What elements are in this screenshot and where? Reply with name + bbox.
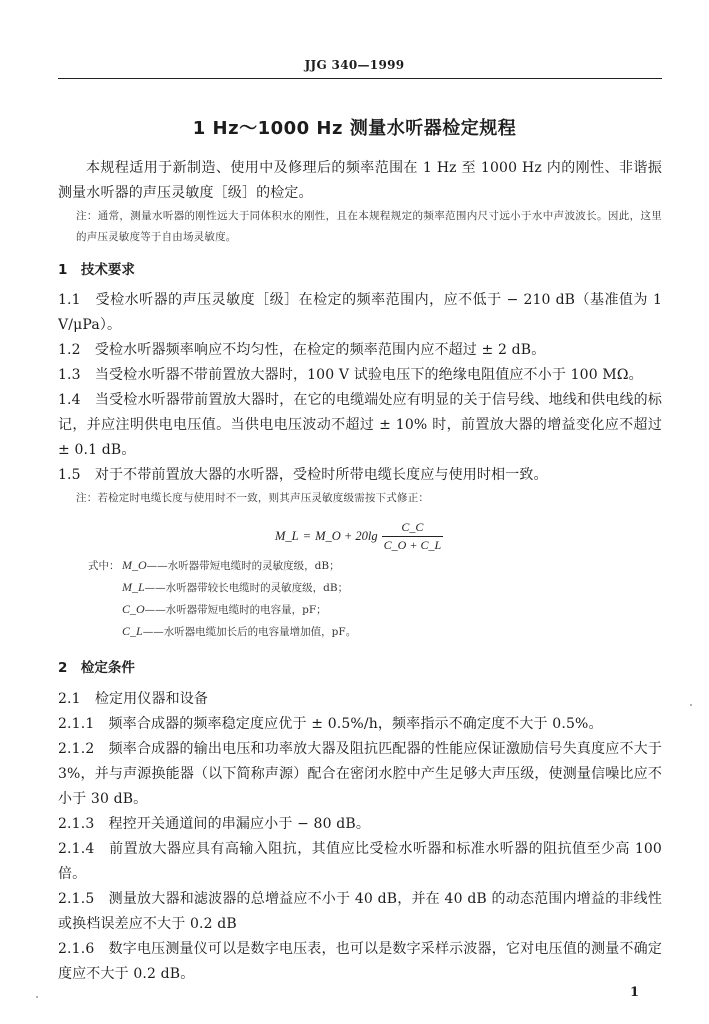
formula-denominator: C_O + C_L	[383, 537, 442, 552]
symbol-desc: ——水听器带短电缆时的灵敏度级，dB；	[146, 560, 340, 572]
clause-1-5: 1.5 对于不带前置放大器的水听器，受检时所带电缆长度应与使用时相一致。	[58, 467, 548, 483]
intro-paragraph: 本规程适用于新制造、使用中及修理后的频率范围在 1 Hz 至 1000 Hz 内的刚性、非谐振测量水听器的声压灵敏度［级］的检定。	[58, 160, 662, 201]
clause-2-1-5: 2.1.5 测量放大器和滤波器的总增益应不小于 40 dB，并在 40 dB 的动态范围内增益的非线性或换档误差应不大于 0.2 dB	[58, 891, 662, 932]
clause-1-4: 1.4 当受检水听器带前置放大器时，在它的电缆端处应有明显的关于信号线、地线和供电线的标记，并应注明供电电压值。当供电电压波动不超过 ± 10% 时，前置放大器的增益变化应不超过 ± 0.1 dB。	[58, 392, 662, 458]
section-1-items	[58, 288, 662, 509]
symbol-row	[88, 555, 648, 577]
clause-2-1-4: 2.1.4 前置放大器应具有高输入阻抗，其值应比受检水听器和标准水听器的阻抗值至少高 100 倍。	[58, 841, 662, 882]
symbol: M_O	[122, 558, 147, 572]
fraction-bar	[382, 536, 443, 537]
cable-note: 注：若检定时电缆长度与使用时不一致，则其声压灵敏度级需按下式修正：	[76, 492, 430, 504]
section-heading: 1 技术要求	[58, 262, 135, 278]
intro-block	[58, 156, 662, 248]
symbol: C_L	[122, 624, 143, 638]
clause-1-3: 1.3 当受检水听器不带前置放大器时，100 V 试验电压下的绝缘电阻值应不小于 100 MΩ。	[58, 367, 643, 383]
symbol-desc: ——水听器带短电缆时的电容量，pF；	[144, 604, 327, 616]
clause-1-2: 1.2 受检水听器频率响应不均匀性，在检定的频率范围内应不超过 ± 2 dB。	[58, 342, 546, 358]
symbol: M_L	[122, 580, 145, 594]
symbol-definitions	[88, 555, 648, 643]
symbol-row	[88, 621, 648, 643]
clause-2-1-6: 2.1.6 数字电压测量仪可以是数字电压表，也可以是数字采样示波器，它对电压值的测量不确定度应不大于 0.2 dB。	[58, 941, 662, 982]
formula-numerator: C_C	[401, 519, 424, 534]
page-title: 1 Hz～1000 Hz 测量水听器检定规程	[192, 118, 517, 139]
section-2	[58, 656, 662, 681]
section-1	[58, 258, 662, 283]
section-2-items	[58, 687, 662, 987]
page-number: 1	[630, 985, 640, 1000]
clause-1-1: 1.1 受检水听器的声压灵敏度［级］在检定的频率范围内，应不低于 − 210 dB（基准值为 1 V/μPa）。	[58, 292, 662, 333]
correction-formula	[275, 519, 443, 553]
symbol-desc: ——水听器带较长电缆时的灵敏度级，dB；	[144, 582, 349, 594]
symbol: C_O	[122, 602, 145, 616]
clause-2-1-3: 2.1.3 程控开关通道间的串漏应小于 − 80 dB。	[58, 816, 370, 832]
formula-equals: =	[302, 528, 312, 543]
standard-code: JJG 340—1999	[304, 58, 405, 72]
clause-2-1-1: 2.1.1 频率合成器的频率稳定度应优于 ± 0.5%/h，频率指示不确定度不大于 0.5%。	[58, 716, 603, 732]
symbol-lead: 式中：	[88, 560, 120, 572]
section-heading: 2 检定条件	[58, 660, 135, 676]
header-rule	[58, 78, 662, 79]
symbol-desc: ——水听器电缆加长后的电容量增加值，pF。	[142, 626, 357, 638]
formula-term: M_O + 20lg	[315, 528, 378, 543]
symbol-row	[88, 599, 648, 621]
symbol-row	[88, 577, 648, 599]
intro-note: 注：通常，测量水听器的刚性远大于同体积水的刚性，且在本规程规定的频率范围内尺寸远小于水中声波波长。因此，这里的声压灵敏度等于自由场灵敏度。	[76, 210, 662, 243]
scan-speck	[36, 996, 38, 998]
formula-lhs: M_L	[275, 528, 299, 543]
formula-fraction	[382, 520, 443, 553]
subsection-2-1: 2.1 检定用仪器和设备	[58, 691, 209, 707]
clause-2-1-2: 2.1.2 频率合成器的输出电压和功率放大器及阻抗匹配器的性能应保证激励信号失真度应不大于 3%，并与声源换能器（以下简称声源）配合在密闭水腔中产生足够大声压级，使测量信噪比应不小于 30 dB。	[58, 741, 662, 807]
scan-speck	[690, 704, 692, 706]
